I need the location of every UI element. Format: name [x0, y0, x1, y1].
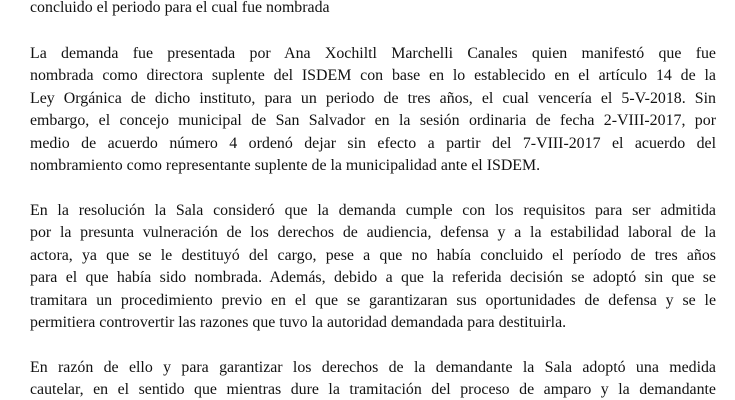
paragraph-medida-line-2: cautelar, en el sentido que mientras dure la tramitación del proceso de amparo y la demandante: [30, 381, 716, 398]
paragraph-resolucion-line-3: actora, ya que se le destituyó del cargo, pese a que no había concluido el período de tres años: [30, 247, 716, 264]
paragraph-intro-line-1: concluido el periodo para el cual fue nombrada: [30, 0, 330, 16]
paragraph-demanda-line-4: embargo, el concejo municipal de San Salvador en la sesión ordinaria de fecha 2-VIII-2017, por: [30, 112, 716, 129]
paragraph-demanda-line-3: Ley Orgánica de dicho instituto, para un periodo de tres años, el cual vencería el 5-V-2018. Sin: [30, 90, 716, 107]
paragraph-medida-line-1: En razón de ello y para garantizar los derechos de la demandante la Sala adoptó una medida: [30, 359, 716, 376]
paragraph-demanda-line-5: medio de acuerdo número 4 ordenó dejar sin efecto a partir del 7-VIII-2017 el acuerdo del: [30, 135, 716, 152]
paragraph-demanda-line-1: La demanda fue presentada por Ana Xochiltl Marchelli Canales quien manifestó que fue: [30, 45, 716, 62]
paragraph-resolucion-line-4: para el que había sido nombrada. Además, debido a que la referida decisión se adoptó sin que se: [30, 269, 716, 286]
paragraph-resolucion-line-6: permitiera controvertir las razones que tuvo la autoridad demandada para destituirla.: [30, 314, 567, 331]
paragraph-resolucion-line-2: por la presunta vulneración de los derechos de audiencia, defensa y a la estabilidad laboral de la: [30, 224, 716, 241]
paragraph-demanda-line-6: nombramiento como representante suplente de la municipalidad ante el ISDEM.: [30, 157, 541, 174]
paragraph-demanda-line-2: nombrada como directora suplente del ISDEM con base en lo establecido en el artículo 14 de la: [30, 67, 716, 84]
paragraph-resolucion-line-1: En la resolución la Sala consideró que la demanda cumple con los requisitos para ser admitida: [30, 202, 716, 219]
paragraph-resolucion-line-5: tramitara un procedimiento previo en el que se garantizaran sus oportunidades de defensa y se le: [30, 292, 716, 309]
